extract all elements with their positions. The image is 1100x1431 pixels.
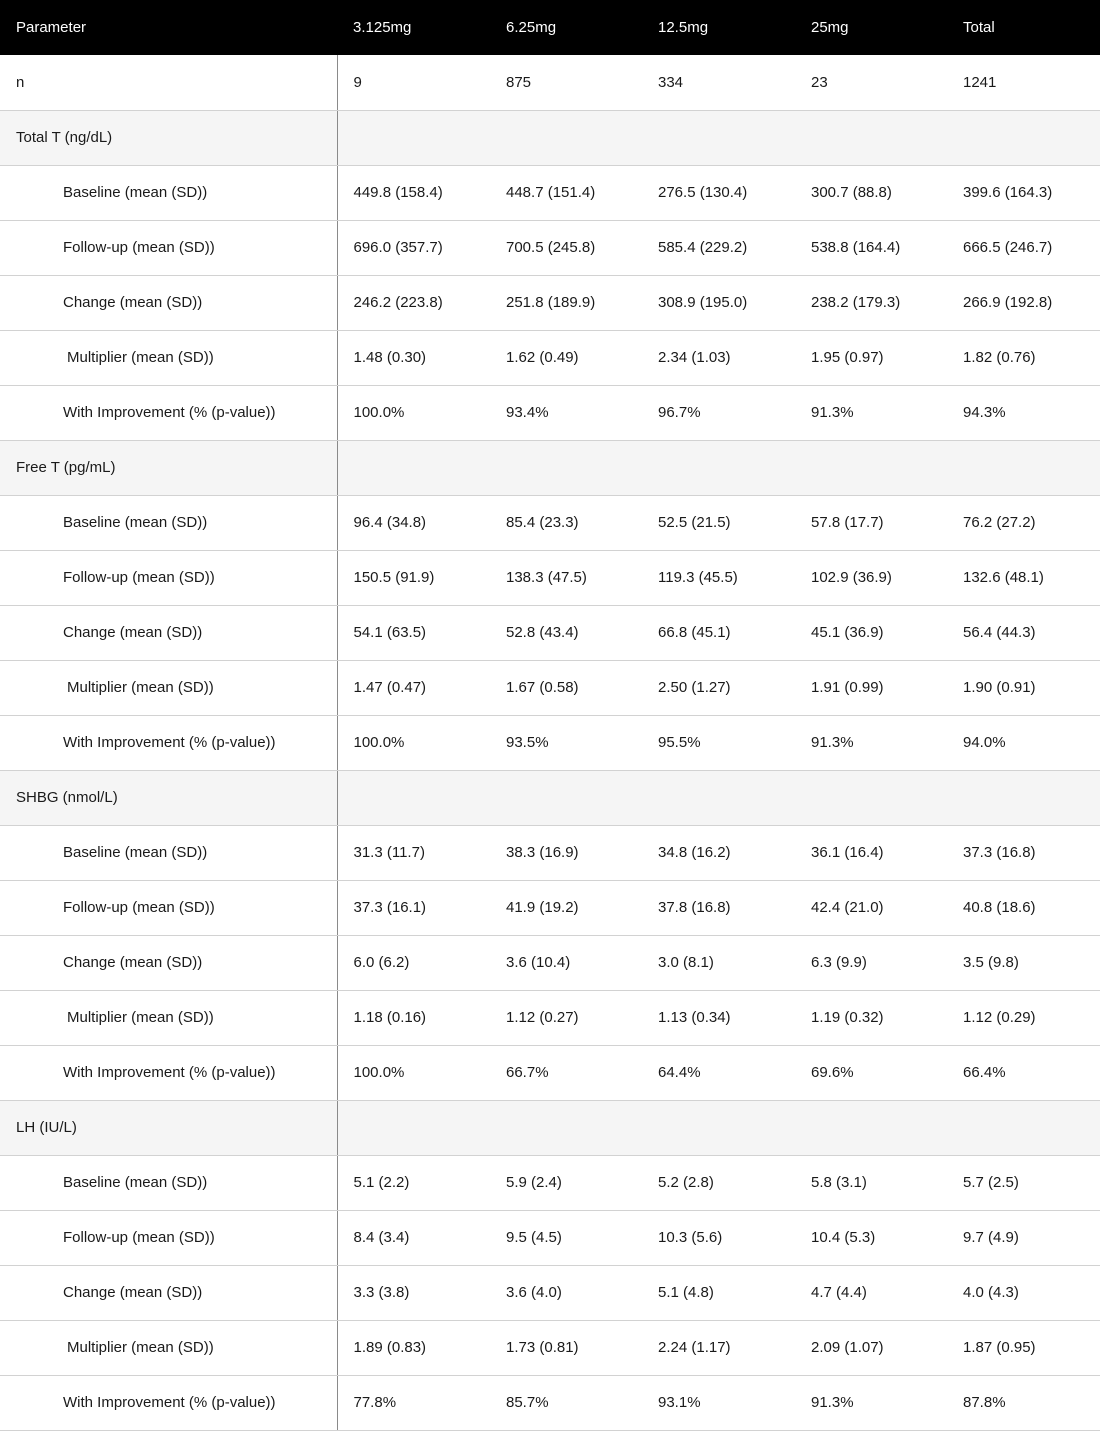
table-cell: 42.4 (21.0)	[795, 880, 947, 935]
header-cell: 12.5mg	[642, 0, 795, 55]
table-cell: 85.7%	[490, 1375, 642, 1430]
table-cell: 91.3%	[795, 715, 947, 770]
row-label: Change (mean (SD))	[0, 605, 337, 660]
table-cell: 10.3 (5.6)	[642, 1210, 795, 1265]
table-cell: 77.8%	[337, 1375, 490, 1430]
row-label: Follow-up (mean (SD))	[0, 220, 337, 275]
section-filler	[337, 110, 1100, 165]
table-row	[0, 1210, 1100, 1265]
table-cell: 1.67 (0.58)	[490, 660, 642, 715]
table-cell: 66.7%	[490, 1045, 642, 1100]
table-cell: 76.2 (27.2)	[947, 495, 1100, 550]
table-cell: 5.9 (2.4)	[490, 1155, 642, 1210]
table-cell: 34.8 (16.2)	[642, 825, 795, 880]
table-row	[0, 990, 1100, 1045]
table-cell: 119.3 (45.5)	[642, 550, 795, 605]
table-cell: 41.9 (19.2)	[490, 880, 642, 935]
table-cell: 52.5 (21.5)	[642, 495, 795, 550]
row-label: Multiplier (mean (SD))	[0, 330, 337, 385]
table-cell: 1.87 (0.95)	[947, 1320, 1100, 1375]
table-cell: 132.6 (48.1)	[947, 550, 1100, 605]
row-label: With Improvement (% (p-value))	[0, 385, 337, 440]
table-cell: 56.4 (44.3)	[947, 605, 1100, 660]
table-row	[0, 330, 1100, 385]
table-cell: 5.1 (2.2)	[337, 1155, 490, 1210]
table-cell: 5.2 (2.8)	[642, 1155, 795, 1210]
table-cell: 93.5%	[490, 715, 642, 770]
table-cell: 40.8 (18.6)	[947, 880, 1100, 935]
table-cell: 91.3%	[795, 1375, 947, 1430]
table-cell: 93.1%	[642, 1375, 795, 1430]
section-header-row	[0, 1100, 1100, 1155]
table-row	[0, 1155, 1100, 1210]
table-row	[0, 1375, 1100, 1430]
table-cell: 2.09 (1.07)	[795, 1320, 947, 1375]
table-cell: 1.82 (0.76)	[947, 330, 1100, 385]
table-cell: 1.73 (0.81)	[490, 1320, 642, 1375]
table-row	[0, 385, 1100, 440]
table-cell: 1.19 (0.32)	[795, 990, 947, 1045]
header-cell: 6.25mg	[490, 0, 642, 55]
table-cell: 251.8 (189.9)	[490, 275, 642, 330]
table-cell: 23	[795, 55, 947, 110]
row-label: Multiplier (mean (SD))	[0, 990, 337, 1045]
table-cell: 1.90 (0.91)	[947, 660, 1100, 715]
table-row	[0, 935, 1100, 990]
table-cell: 300.7 (88.8)	[795, 165, 947, 220]
table-cell: 100.0%	[337, 1045, 490, 1100]
table-cell: 448.7 (151.4)	[490, 165, 642, 220]
table-cell: 4.7 (4.4)	[795, 1265, 947, 1320]
table-cell: 246.2 (223.8)	[337, 275, 490, 330]
table-cell: 875	[490, 55, 642, 110]
header-cell: Parameter	[0, 0, 337, 55]
row-label: Multiplier (mean (SD))	[0, 1320, 337, 1375]
table-cell: 1.12 (0.29)	[947, 990, 1100, 1045]
table-cell: 95.5%	[642, 715, 795, 770]
table-cell: 266.9 (192.8)	[947, 275, 1100, 330]
table-cell: 36.1 (16.4)	[795, 825, 947, 880]
table-row	[0, 660, 1100, 715]
table-cell: 64.4%	[642, 1045, 795, 1100]
table-row	[0, 880, 1100, 935]
table-cell: 2.50 (1.27)	[642, 660, 795, 715]
table-cell: 9.5 (4.5)	[490, 1210, 642, 1265]
row-label: n	[0, 55, 337, 110]
table-cell: 8.4 (3.4)	[337, 1210, 490, 1265]
row-label: With Improvement (% (p-value))	[0, 1045, 337, 1100]
table-cell: 700.5 (245.8)	[490, 220, 642, 275]
table-cell: 3.5 (9.8)	[947, 935, 1100, 990]
row-label: With Improvement (% (p-value))	[0, 715, 337, 770]
table-row	[0, 825, 1100, 880]
table-cell: 93.4%	[490, 385, 642, 440]
section-title: LH (IU/L)	[0, 1100, 337, 1155]
table-cell: 94.0%	[947, 715, 1100, 770]
row-label: Baseline (mean (SD))	[0, 1155, 337, 1210]
row-label: Baseline (mean (SD))	[0, 165, 337, 220]
table-cell: 6.0 (6.2)	[337, 935, 490, 990]
table-row	[0, 275, 1100, 330]
table-cell: 6.3 (9.9)	[795, 935, 947, 990]
table-cell: 91.3%	[795, 385, 947, 440]
section-header-row	[0, 110, 1100, 165]
table-cell: 138.3 (47.5)	[490, 550, 642, 605]
table-cell: 4.0 (4.3)	[947, 1265, 1100, 1320]
table-cell: 538.8 (164.4)	[795, 220, 947, 275]
table-cell: 5.8 (3.1)	[795, 1155, 947, 1210]
section-filler	[337, 1100, 1100, 1155]
n-row	[0, 55, 1100, 110]
table-row	[0, 495, 1100, 550]
table-cell: 100.0%	[337, 385, 490, 440]
table-cell: 54.1 (63.5)	[337, 605, 490, 660]
table-cell: 1.48 (0.30)	[337, 330, 490, 385]
section-filler	[337, 440, 1100, 495]
table-cell: 334	[642, 55, 795, 110]
table-cell: 150.5 (91.9)	[337, 550, 490, 605]
table-cell: 31.3 (11.7)	[337, 825, 490, 880]
row-label: Follow-up (mean (SD))	[0, 1210, 337, 1265]
table-row	[0, 1320, 1100, 1375]
header-cell: Total	[947, 0, 1100, 55]
table-cell: 1.89 (0.83)	[337, 1320, 490, 1375]
row-label: Change (mean (SD))	[0, 275, 337, 330]
table-cell: 87.8%	[947, 1375, 1100, 1430]
header-cell: 3.125mg	[337, 0, 490, 55]
table-cell: 1241	[947, 55, 1100, 110]
table-cell: 37.3 (16.8)	[947, 825, 1100, 880]
row-label: Baseline (mean (SD))	[0, 825, 337, 880]
table-cell: 69.6%	[795, 1045, 947, 1100]
section-title: Free T (pg/mL)	[0, 440, 337, 495]
table-cell: 1.95 (0.97)	[795, 330, 947, 385]
table-cell: 9.7 (4.9)	[947, 1210, 1100, 1265]
table-cell: 2.24 (1.17)	[642, 1320, 795, 1375]
table-cell: 5.1 (4.8)	[642, 1265, 795, 1320]
table-cell: 5.7 (2.5)	[947, 1155, 1100, 1210]
table-cell: 1.91 (0.99)	[795, 660, 947, 715]
table-cell: 1.13 (0.34)	[642, 990, 795, 1045]
table-cell: 449.8 (158.4)	[337, 165, 490, 220]
table-row	[0, 605, 1100, 660]
table-cell: 585.4 (229.2)	[642, 220, 795, 275]
row-label: Change (mean (SD))	[0, 1265, 337, 1320]
table-row	[0, 1045, 1100, 1100]
table-cell: 1.18 (0.16)	[337, 990, 490, 1045]
table-cell: 66.4%	[947, 1045, 1100, 1100]
table-cell: 2.34 (1.03)	[642, 330, 795, 385]
table-cell: 276.5 (130.4)	[642, 165, 795, 220]
table-cell: 96.7%	[642, 385, 795, 440]
table-cell: 1.62 (0.49)	[490, 330, 642, 385]
section-header-row	[0, 440, 1100, 495]
table-cell: 666.5 (246.7)	[947, 220, 1100, 275]
table-cell: 102.9 (36.9)	[795, 550, 947, 605]
table-cell: 3.6 (10.4)	[490, 935, 642, 990]
header-row	[0, 0, 1100, 55]
section-header-row	[0, 770, 1100, 825]
row-label: Change (mean (SD))	[0, 935, 337, 990]
table-cell: 37.8 (16.8)	[642, 880, 795, 935]
row-label: Follow-up (mean (SD))	[0, 550, 337, 605]
table-cell: 96.4 (34.8)	[337, 495, 490, 550]
table-cell: 308.9 (195.0)	[642, 275, 795, 330]
table-cell: 100.0%	[337, 715, 490, 770]
table-cell: 38.3 (16.9)	[490, 825, 642, 880]
header-cell: 25mg	[795, 0, 947, 55]
table-cell: 85.4 (23.3)	[490, 495, 642, 550]
row-label: Multiplier (mean (SD))	[0, 660, 337, 715]
section-title: Total T (ng/dL)	[0, 110, 337, 165]
section-title: SHBG (nmol/L)	[0, 770, 337, 825]
row-label: Baseline (mean (SD))	[0, 495, 337, 550]
table-cell: 9	[337, 55, 490, 110]
table-cell: 3.0 (8.1)	[642, 935, 795, 990]
section-filler	[337, 770, 1100, 825]
table-cell: 45.1 (36.9)	[795, 605, 947, 660]
table-cell: 696.0 (357.7)	[337, 220, 490, 275]
table-row	[0, 220, 1100, 275]
table-cell: 3.6 (4.0)	[490, 1265, 642, 1320]
table-row	[0, 1265, 1100, 1320]
table-row	[0, 165, 1100, 220]
table-cell: 1.47 (0.47)	[337, 660, 490, 715]
table-cell: 94.3%	[947, 385, 1100, 440]
row-label: Follow-up (mean (SD))	[0, 880, 337, 935]
table-cell: 238.2 (179.3)	[795, 275, 947, 330]
table-cell: 57.8 (17.7)	[795, 495, 947, 550]
table-row	[0, 715, 1100, 770]
table-cell: 3.3 (3.8)	[337, 1265, 490, 1320]
row-label: With Improvement (% (p-value))	[0, 1375, 337, 1430]
table-cell: 66.8 (45.1)	[642, 605, 795, 660]
table-cell: 37.3 (16.1)	[337, 880, 490, 935]
table-cell: 52.8 (43.4)	[490, 605, 642, 660]
table-cell: 10.4 (5.3)	[795, 1210, 947, 1265]
table-cell: 1.12 (0.27)	[490, 990, 642, 1045]
table-row	[0, 550, 1100, 605]
table-cell: 399.6 (164.3)	[947, 165, 1100, 220]
